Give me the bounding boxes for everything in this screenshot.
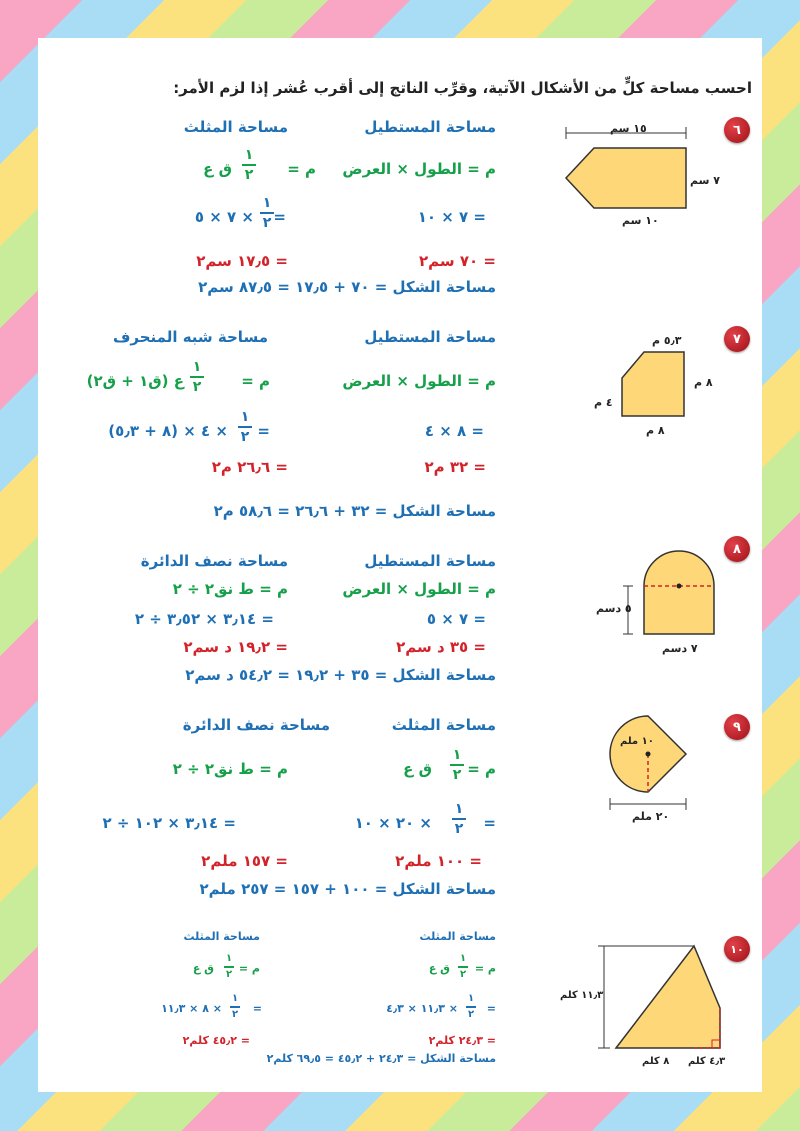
problem-number-badge-7: ٧ — [724, 326, 750, 352]
triangles-shape — [616, 946, 720, 1048]
dim-label-bottom: ٧ دسم — [662, 642, 698, 655]
problem-9-figure — [598, 708, 698, 818]
rectangle-semicircle-shape — [644, 551, 714, 634]
p7-col2-formula-suffix: ع (ق١ + ق٢) — [86, 372, 184, 390]
p6-col2-sub-prefix: = — [273, 208, 286, 226]
dim-label-radius: ١٠ ملم — [620, 736, 654, 747]
p8-total: مساحة الشكل = ٣٥ + ١٩٫٢ = ٥٤٫٢ د سم٢ — [185, 666, 496, 684]
p6-col2-sub-suffix: × ٧ × ٥ — [194, 208, 254, 226]
dim-label-bottom-left: ٨ كلم — [642, 1056, 670, 1067]
dim-label-right: ٨ م — [694, 376, 713, 389]
p6-col2-formula-suffix: ق ع — [203, 160, 232, 178]
p6-col1-header: مساحة المستطيل — [364, 118, 496, 136]
p8-col1-header: مساحة المستطيل — [364, 552, 496, 570]
problem-number-badge-6: ٦ — [724, 117, 750, 143]
dim-label-bottom: ١٠ سم — [622, 214, 659, 227]
p8-col2-result: = ١٩٫٢ د سم٢ — [183, 638, 288, 656]
center-point — [677, 584, 682, 589]
problem-number-badge-10: ١٠ — [724, 936, 750, 962]
p6-col1-result: = ٧٠ سم٢ — [418, 252, 496, 270]
p10-col1-sub-suffix: × ١١٫٣ × ٤٫٣ — [386, 1002, 458, 1015]
p9-col2-formula: م = ط نق٢ ÷ ٢ — [172, 760, 288, 778]
p10-total: مساحة الشكل = ٢٤٫٣ + ٤٥٫٢ = ٦٩٫٥ كلم٢ — [266, 1052, 496, 1065]
p8-col1-formula: م = الطول × العرض — [342, 580, 496, 598]
p10-col1-header: مساحة المثلث — [419, 930, 496, 943]
p10-col2-sub-suffix: × ٨ × ١١٫٣ — [161, 1002, 222, 1015]
p9-col1-sub-prefix: = — [483, 814, 496, 832]
p6-col2-sub-fraction: ١ ٢ — [260, 196, 274, 230]
problem-10-figure — [594, 938, 728, 1068]
p9-col2-header: مساحة نصف الدائرة — [182, 716, 330, 734]
p10-col1-sub-fraction: ١ ٢ — [467, 993, 475, 1020]
problem-7-figure — [618, 348, 688, 420]
problem-8-figure — [618, 546, 728, 638]
dim-label-top: ٥٫٣ م — [652, 334, 682, 347]
p8-col1-substitution: = ٧ × ٥ — [426, 610, 486, 628]
p7-col2-header: مساحة شبه المنحرف — [112, 328, 268, 346]
p10-col2-formula-suffix: ق ع — [192, 962, 214, 975]
p9-col1-sub-fraction: ١ ٢ — [452, 802, 466, 836]
p7-col2-formula-prefix: م = — [241, 372, 270, 390]
p8-col1-result: = ٣٥ د سم٢ — [396, 638, 486, 656]
p10-col2-sub-prefix: = — [252, 1002, 262, 1015]
p7-col1-formula: م = الطول × العرض — [342, 372, 496, 390]
p7-col1-header: مساحة المستطيل — [364, 328, 496, 346]
p6-col2-result: = ١٧٫٥ سم٢ — [196, 252, 288, 270]
p10-col2-result: = ٤٥٫٢ كلم٢ — [182, 1034, 250, 1047]
p9-col1-formula-fraction: ١ ٢ — [450, 748, 464, 782]
p8-col2-header: مساحة نصف الدائرة — [140, 552, 288, 570]
p10-col1-formula-fraction: ١ ٢ — [459, 953, 467, 980]
p6-col2-header: مساحة المثلث — [183, 118, 288, 136]
p10-col1-formula-prefix: م = — [474, 962, 496, 975]
p10-col2-formula-fraction: ١ ٢ — [225, 953, 233, 980]
p9-col1-formula-suffix: ق ع — [403, 760, 432, 778]
p7-total: مساحة الشكل = ٣٢ + ٢٦٫٦ = ٥٨٫٦ م٢ — [213, 502, 496, 520]
p9-total: مساحة الشكل = ١٠٠ + ١٥٧ = ٢٥٧ ملم٢ — [199, 880, 496, 898]
p10-col2-header: مساحة المثلث — [183, 930, 260, 943]
p7-col2-result: = ٢٦٫٦ م٢ — [211, 458, 288, 476]
p8-col2-formula: م = ط نق٢ ÷ ٢ — [172, 580, 288, 598]
trapezoid-pentagon-shape — [622, 352, 684, 416]
dim-label-right: ٧ سم — [690, 174, 720, 187]
p8-col2-substitution: = ٣٫١٤ × ٣٫٥٢ ÷ ٢ — [134, 610, 274, 628]
p9-col1-header: مساحة المثلث — [391, 716, 496, 734]
dim-label-top: ١٥ سم — [610, 122, 647, 135]
p10-col1-formula-suffix: ق ع — [428, 962, 450, 975]
dim-label-left: ٤ م — [594, 396, 613, 409]
worksheet-page — [38, 38, 762, 1092]
pentagon-shape — [566, 148, 686, 208]
p7-col2-sub-fraction: ١ ٢ — [238, 410, 252, 444]
p7-col2-sub-suffix: × ٤ × (٨ + ٥٫٣) — [108, 422, 228, 440]
dim-label-left: ٥ دسم — [596, 602, 632, 615]
dim-label-bottom: ٨ م — [646, 424, 665, 437]
p9-col2-result: = ١٥٧ ملم٢ — [201, 852, 288, 870]
p9-col1-formula-prefix: م = — [467, 760, 496, 778]
p7-col2-sub-prefix: = — [257, 422, 270, 440]
p6-total: مساحة الشكل = ٧٠ + ١٧٫٥ = ٨٧٫٥ سم٢ — [198, 278, 496, 296]
p6-col1-formula: م = الطول × العرض — [342, 160, 496, 178]
p7-col2-formula-fraction: ١ ٢ — [190, 360, 204, 394]
dim-label-bottom: ٢٠ ملم — [632, 810, 670, 823]
p10-col1-sub-prefix: = — [486, 1002, 496, 1015]
dim-label-left: ١١٫٣ كلم — [560, 990, 604, 1001]
p9-col2-substitution: = ٣٫١٤ × ١٠٢ ÷ ٢ — [102, 814, 236, 832]
p10-col2-formula-prefix: م = — [238, 962, 260, 975]
p6-col1-substitution: = ٧ × ١٠ — [417, 208, 486, 226]
p10-col2-sub-fraction: ١ ٢ — [231, 993, 239, 1020]
instruction-text: احسب مساحة كلٍّ من الأشكال الآتية، وقرِّب الناتج إلى أقرب عُشر إذا لزم الأمر: — [173, 79, 752, 97]
p7-col1-substitution: = ٨ × ٤ — [424, 422, 484, 440]
p6-col2-formula-prefix: م = — [287, 160, 316, 178]
p7-col1-result: = ٣٢ م٢ — [424, 458, 486, 476]
problem-number-badge-8: ٨ — [724, 536, 750, 562]
p6-col2-formula-fraction: ١ ٢ — [242, 148, 256, 182]
p10-col1-result: = ٢٤٫٣ كلم٢ — [428, 1034, 496, 1047]
center-point — [646, 752, 651, 757]
problem-number-badge-9: ٩ — [724, 714, 750, 740]
p9-col1-result: = ١٠٠ ملم٢ — [395, 852, 482, 870]
dim-label-bottom-right: ٤٫٣ كلم — [688, 1056, 726, 1067]
p9-col1-sub-suffix: × ٢٠ × ١٠ — [354, 814, 432, 832]
